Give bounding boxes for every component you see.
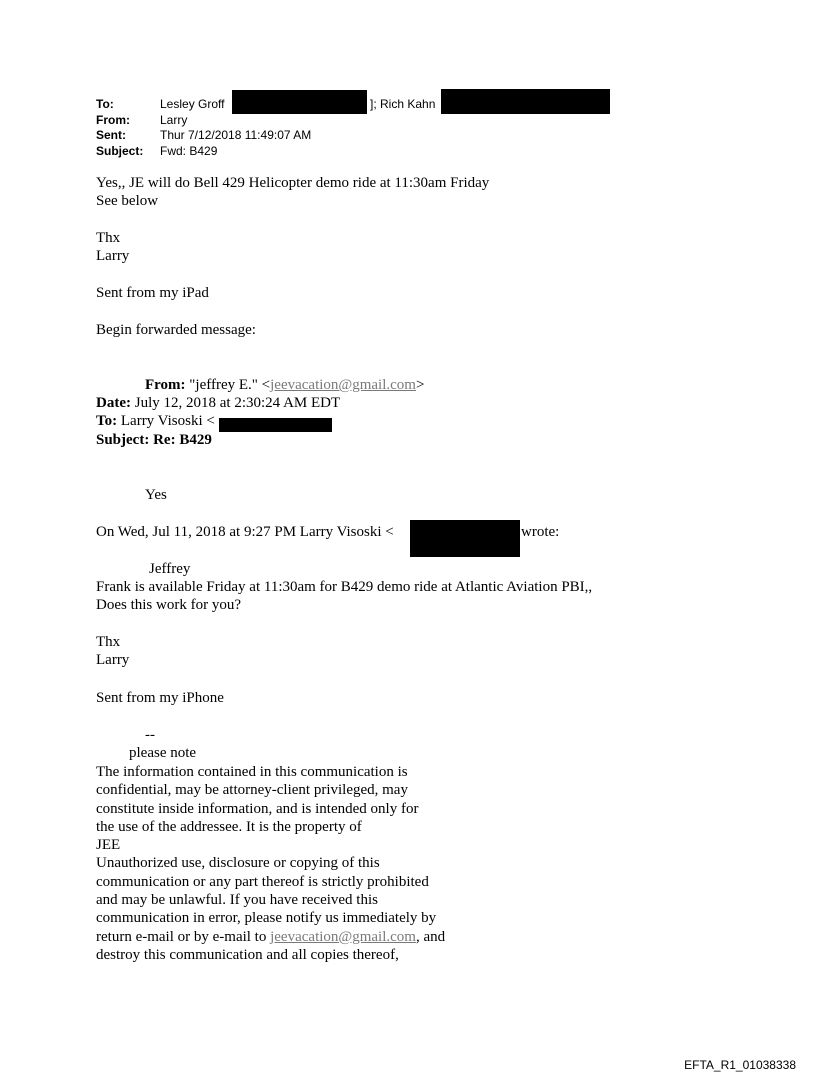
- disclaimer-prefix: return e-mail or by e-mail to: [96, 928, 271, 945]
- disclaimer-email-link[interactable]: jeevacation@gmail.com: [270, 928, 416, 945]
- from-row: [96, 113, 311, 129]
- sent-label: Sent:: [96, 128, 126, 142]
- disclaimer-line: [96, 928, 445, 946]
- redaction-box: [219, 418, 332, 432]
- disclaimer: [96, 763, 445, 964]
- subject-label: Subject:: [96, 143, 144, 158]
- body-line: Larry: [96, 248, 130, 265]
- quoted-sign-off: [96, 633, 129, 670]
- disclaimer-line: constitute inside information, and is intended only for: [96, 800, 419, 817]
- disclaimer-line: communication in error, please notify us immediately by: [96, 910, 437, 927]
- sent-row: [96, 128, 311, 144]
- fwd-from-name: "jeffrey E." <: [189, 377, 271, 393]
- disclaimer-line: JEE: [96, 837, 121, 854]
- fwd-date-value: July 12, 2018 at 2:30:24 AM EDT: [134, 395, 341, 411]
- fwd-to-row: [96, 412, 215, 430]
- fwd-to-value: Larry Visoski <: [120, 413, 215, 429]
- disclaimer-line: communication or any part thereof is strictly prohibited: [96, 873, 429, 890]
- fwd-to-label: To:: [96, 413, 118, 429]
- to-label: To:: [96, 97, 114, 111]
- body-line: Thx: [96, 230, 121, 246]
- fwd-from-label: From:: [145, 377, 186, 393]
- disclaimer-line: the use of the addressee. It is the property of: [96, 818, 362, 835]
- on-wed-prefix: On Wed, Jul 11, 2018 at 9:27 PM Larry Visoski <: [96, 524, 394, 540]
- quoted-body: [96, 578, 592, 615]
- body-line: Yes,, JE will do Bell 429 Helicopter demo ride at 11:30am Friday: [96, 175, 490, 191]
- fwd-from-row: [145, 376, 424, 394]
- fwd-date-label: Date:: [96, 395, 131, 411]
- sent-from-iphone: Sent from my iPhone: [96, 690, 224, 706]
- sign-off: [96, 229, 129, 266]
- signature-dashes: --: [145, 727, 155, 743]
- signature-note: please note: [129, 745, 197, 761]
- document-id: EFTA_R1_01038338: [684, 1058, 796, 1072]
- to-separator: ]; Rich Kahn: [370, 97, 436, 111]
- on-wed-suffix: wrote:: [521, 524, 560, 540]
- quoted-greeting: Jeffrey: [149, 561, 191, 577]
- to-recipient-1: Lesley Groff: [160, 97, 225, 111]
- fwd-date-row: [96, 394, 340, 412]
- reply-yes: Yes: [145, 487, 167, 503]
- disclaimer-line: destroy this communication and all copies thereof,: [96, 946, 399, 963]
- from-value: Larry: [160, 112, 188, 127]
- disclaimer-suffix: , and: [415, 928, 446, 945]
- begin-forwarded: Begin forwarded message:: [96, 322, 256, 338]
- sent-from-ipad: Sent from my iPad: [96, 285, 209, 301]
- quoted-line: Frank is available Friday at 11:30am for B429 demo ride at Atlantic Aviation PBI,,: [96, 579, 593, 595]
- sent-value: Thur 7/12/2018 11:49:07 AM: [160, 128, 312, 142]
- from-label: From:: [96, 112, 130, 127]
- subject-row: [96, 144, 311, 160]
- redaction-box: [232, 90, 367, 114]
- disclaimer-line: confidential, may be attorney-client privileged, may: [96, 782, 408, 799]
- body-line: See below: [96, 193, 159, 210]
- subject-value: Fwd: B429: [160, 143, 218, 158]
- redaction-box: [441, 89, 610, 114]
- disclaimer-line: and may be unlawful. If you have received this: [96, 892, 378, 909]
- disclaimer-line: The information contained in this communication is: [96, 764, 408, 780]
- fwd-from-close: >: [415, 377, 425, 393]
- fwd-from-email-link[interactable]: jeevacation@gmail.com: [270, 377, 416, 393]
- disclaimer-line: Unauthorized use, disclosure or copying of this: [96, 855, 380, 872]
- message-body: [96, 174, 489, 211]
- fwd-subject: Subject: Re: B429: [96, 432, 212, 448]
- quoted-line: Larry: [96, 652, 130, 669]
- redaction-box: [410, 520, 520, 557]
- quoted-line: Does this work for you?: [96, 597, 241, 614]
- quoted-line: Thx: [96, 634, 121, 650]
